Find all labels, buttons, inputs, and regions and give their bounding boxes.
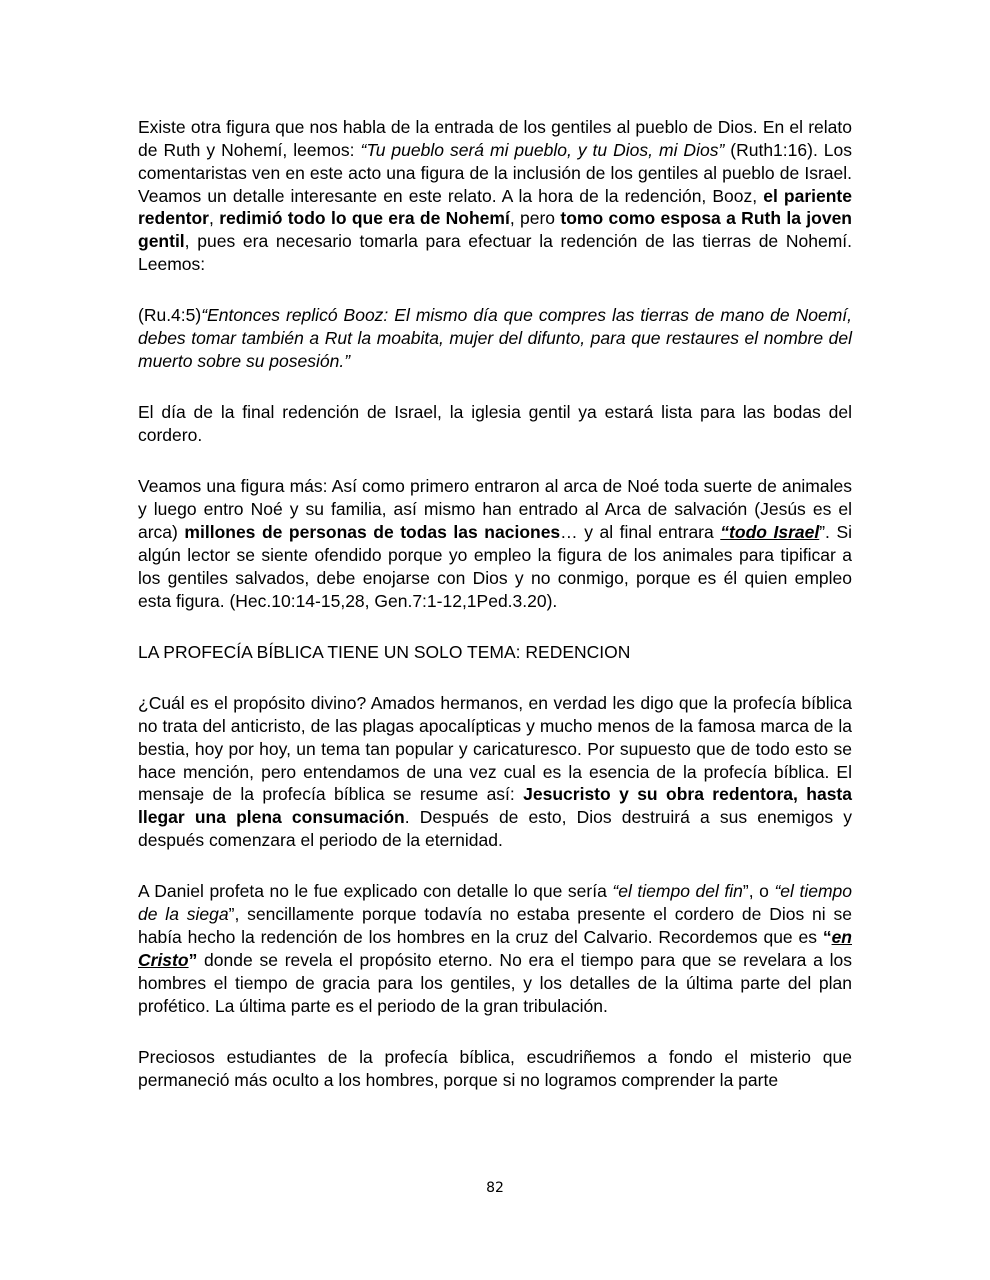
text-span: . Después de esto, Dios destruirá a sus enemigos y después comenzara el periodo de la eternidad.	[138, 807, 852, 851]
text-span: Preciosos estudiantes de la profecía bíblica, escudriñemos a fondo el misterio que permaneció más oculto a los hombres, porque si no logramos comprender la parte	[138, 1046, 852, 1090]
emphasis-todo-israel	[720, 522, 819, 542]
text-span: … y al final entrara	[560, 521, 721, 542]
text-span: , pero	[509, 208, 561, 229]
text-span: A Daniel profeta no le fue explicado con detalle lo que sería	[138, 881, 613, 902]
text-span: El día de la final redención de Israel, la iglesia gentil ya estará lista para las bodas del cordero.	[138, 402, 852, 446]
paragraph-proposito-divino	[138, 692, 852, 852]
text-span: ¿Cuál es el propósito divino? Amados hermanos, en verdad les digo que la profecía bíblica no trata del anticristo, de las plagas apocalípticas y mucho menos de la famosa marca de la bestia, hoy por hoy, un tema tan popular y caricaturesco. Por supuesto que de todo esto se hace mención, pero entendamos de una vez cual es la esencia de la profecía bíblica. El mensaje de la profecía bíblica se resume así:	[138, 692, 852, 805]
text-span: ”, o	[742, 881, 775, 902]
quote-ruth-1-16: “Tu pueblo será mi pueblo, y tu Dios, mi Dios”	[360, 139, 725, 160]
paragraph-ruth-figure	[138, 116, 852, 276]
emphasis-pariente-redentor: el pariente redentor	[138, 185, 852, 229]
paragraph-arca-noe	[138, 475, 852, 612]
paragraph-estudiantes	[138, 1046, 852, 1092]
text-span: (Ruth1:16). Los comentaristas ven en este acto una figura de la inclusión de los gentiles al pueblo de Israel. Veamos un detalle interesante en este relato. A la hora de la redención, Booz,	[138, 139, 853, 206]
text-span: ,	[208, 208, 220, 229]
paragraph-redencion-israel	[138, 401, 852, 447]
quote-tiempo-fin: “el tiempo del fin	[612, 881, 743, 902]
paragraph-ruth-4-5	[138, 304, 852, 373]
body-text	[138, 116, 852, 1091]
quote-ruth-4-5: “Entonces replicó Booz: El mismo día que compres las tierras de mano de Noemí, debes tomar también a Rut la moabita, mujer del difunto, para que restaures el nombre del muerto sobre su posesión.”	[138, 305, 852, 371]
text-span: ”. Si algún lector se siente ofendido porque yo empleo la figura de los animales para tipificar a los gentiles salvados, debe enojarse con Dios y no conmigo, porque es él quien empleo esta figura. (Hec.10:14-15,28, Gen.7:1-12,1Ped.3.20).	[138, 521, 853, 611]
text-span: Veamos una figura más: Así como primero entraron al arca de Noé toda suerte de animales y luego entro Noé y su familia, así mismo han entrado al Arca de salvación (Jesús es el arca)	[138, 476, 852, 542]
open-quote: “	[822, 926, 832, 947]
underline-todo-israel: “todo Israel	[720, 521, 820, 542]
section-heading: LA PROFECÍA BÍBLICA TIENE UN SOLO TEMA: REDENCION	[138, 641, 631, 662]
text-span: Existe otra figura que nos habla de la entrada de los gentiles al pueblo de Dios. En el relato de Ruth y Nohemí, leemos:	[138, 117, 852, 160]
emphasis-ruth-gentil: tomo como esposa a Ruth la joven gentil	[138, 208, 852, 252]
underline-en-cristo: en Cristo	[138, 926, 852, 970]
emphasis-millones: millones de personas de todas las naciones	[184, 521, 561, 542]
text-span: ”, sencillamente porque todavía no estaba presente el cordero de Dios ni se había hecho la redención de los hombres en la cruz del Calvario. Recordemos que es	[138, 904, 852, 947]
verse-reference: (Ru.4:5)	[138, 305, 202, 326]
paragraph-daniel	[138, 880, 852, 1017]
quote-tiempo-siega: “el tiempo de la siega	[138, 881, 852, 925]
text-span: , pues era necesario tomarla para efectuar la redención de las tierras de Nohemí. Leemos:	[138, 231, 852, 275]
emphasis-jesucristo: Jesucristo y su obra redentora, hasta llegar una plena consumación	[138, 784, 852, 828]
emphasis-redimio: redimió todo lo que era de Nohemí	[219, 208, 510, 229]
close-quote: ”	[188, 949, 198, 970]
text-span: donde se revela el propósito eterno. No era el tiempo para que se revelara a los hombres el tiempo de gracia para los gentiles, y los detalles de la última parte del plan profético. La última parte es el periodo de la gran tribulación.	[138, 949, 852, 1016]
page-number: 82	[486, 1180, 504, 1196]
